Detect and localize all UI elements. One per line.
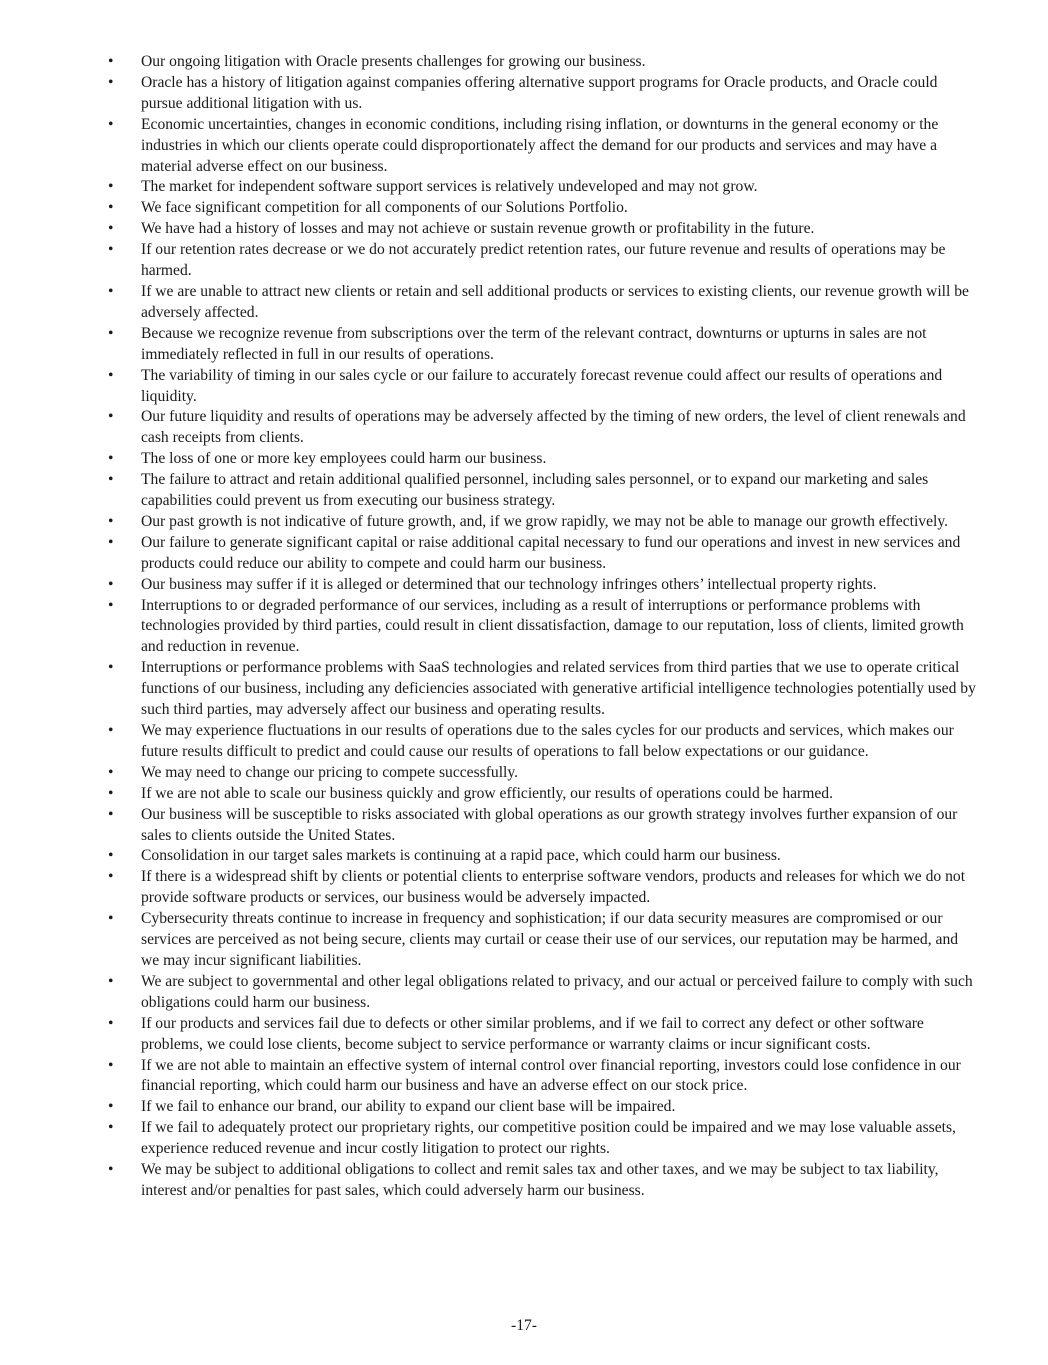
bullet-icon: • xyxy=(108,512,114,530)
bullet-icon: • xyxy=(108,73,114,91)
risk-factor-text: Economic uncertainties, changes in economic conditions, including rising inflation, or downturns in the general economy or the industries in which our clients operate could disproportionately affect the demand for our products and services and may have a material adverse effect on our business. xyxy=(141,115,939,175)
risk-factor-text: The variability of timing in our sales cycle or our failure to accurately forecast revenue could affect our results of operations and liquidity. xyxy=(141,366,943,405)
risk-factor-item xyxy=(108,721,976,763)
risk-factor-text: Oracle has a history of litigation against companies offering alternative support programs for Oracle products, and Oracle could pursue additional litigation with us. xyxy=(141,73,938,112)
bullet-icon: • xyxy=(108,1119,114,1137)
risk-factor-text: If we are not able to maintain an effective system of internal control over financial reporting, investors could lose confidence in our financial reporting, which could harm our business and have an adverse effect on our stock price. xyxy=(141,1056,961,1095)
risk-factor-text: If our products and services fail due to defects or other similar problems, and if we fail to correct any defect or other software problems, we could lose clients, become subject to service performance or warranty claims or incur significant costs. xyxy=(141,1014,924,1053)
risk-factor-text: If there is a widespread shift by clients or potential clients to enterprise software vendors, products and releases for which we do not provide software products or services, our business would be adversely impacted. xyxy=(141,868,966,907)
bullet-icon: • xyxy=(108,596,114,614)
risk-factor-item xyxy=(108,512,976,533)
bullet-icon: • xyxy=(108,1098,114,1116)
risk-factor-list xyxy=(108,52,976,1202)
bullet-icon: • xyxy=(108,659,114,677)
bullet-icon: • xyxy=(108,972,114,990)
bullet-icon: • xyxy=(108,1056,114,1074)
bullet-icon: • xyxy=(108,241,114,259)
bullet-icon: • xyxy=(108,220,114,238)
risk-factor-text: If our retention rates decrease or we do not accurately predict retention rates, our future revenue and results of operations may be harmed. xyxy=(141,241,946,280)
risk-factor-item xyxy=(108,1118,976,1160)
bullet-icon: • xyxy=(108,471,114,489)
risk-factor-text: Interruptions to or degraded performance of our services, including as a result of interruptions or performance problems with technologies provided by third parties, could result in client dissatisfaction, damage to our reputation, loss of clients, limited growth and reduction in revenue. xyxy=(141,596,964,656)
risk-factor-item xyxy=(108,324,976,366)
risk-factor-item xyxy=(108,219,976,240)
risk-factor-item xyxy=(108,1056,976,1098)
bullet-icon: • xyxy=(108,450,114,468)
risk-factor-text: Interruptions or performance problems with SaaS technologies and related services from third parties that we use to operate critical functions of our business, including any deficiencies associated with generative artificial intelligence technologies potentially used by such third parties, may adversely affect our business and operating results. xyxy=(141,659,976,719)
risk-factor-text: If we fail to adequately protect our proprietary rights, our competitive position could be impaired and we may lose valuable assets, experience reduced revenue and incur costly litigation to protect our rights. xyxy=(141,1119,956,1158)
risk-factor-item xyxy=(108,198,976,219)
risk-factor-text: We face significant competition for all components of our Solutions Portfolio. xyxy=(141,199,628,217)
risk-factor-text: We may be subject to additional obligations to collect and remit sales tax and other taxes, and we may be subject to tax liability, interest and/or penalties for past sales, which could adversely harm our business. xyxy=(141,1161,939,1199)
risk-factor-item xyxy=(108,533,976,575)
risk-factor-item xyxy=(108,282,976,324)
risk-factor-text: Our past growth is not indicative of future growth, and, if we grow rapidly, we may not be able to manage our growth effectively. xyxy=(141,512,949,530)
risk-factor-text: If we fail to enhance our brand, our ability to expand our client base will be impaired. xyxy=(141,1098,676,1116)
bullet-icon: • xyxy=(108,178,114,196)
risk-factor-item xyxy=(108,407,976,449)
bullet-icon: • xyxy=(108,115,114,133)
bullet-icon: • xyxy=(108,366,114,384)
risk-factor-text: If we are not able to scale our business quickly and grow efficiently, our results of operations could be harmed. xyxy=(141,784,833,802)
risk-factor-item xyxy=(108,366,976,408)
bullet-icon: • xyxy=(108,324,114,342)
bullet-icon: • xyxy=(108,805,114,823)
risk-factor-text: We have had a history of losses and may not achieve or sustain revenue growth or profitability in the future. xyxy=(141,220,815,238)
risk-factor-item xyxy=(108,1097,976,1118)
risk-factor-item xyxy=(108,867,976,909)
risk-factor-item xyxy=(108,596,976,659)
bullet-icon: • xyxy=(108,910,114,928)
risk-factor-item xyxy=(108,763,976,784)
risk-factor-item xyxy=(108,846,976,867)
bullet-icon: • xyxy=(108,282,114,300)
bullet-icon: • xyxy=(108,575,114,593)
bullet-icon: • xyxy=(108,868,114,886)
risk-factor-item xyxy=(108,177,976,198)
bullet-icon: • xyxy=(108,199,114,217)
risk-factor-text: Our future liquidity and results of operations may be adversely affected by the timing of new orders, the level of client renewals and cash receipts from clients. xyxy=(141,408,966,447)
risk-factor-item xyxy=(108,805,976,847)
risk-factor-item xyxy=(108,449,976,470)
risk-factor-text: We may need to change our pricing to compete successfully. xyxy=(141,763,519,781)
risk-factor-text: The market for independent software support services is relatively undeveloped and may not grow. xyxy=(141,178,758,196)
risk-factor-text: We are subject to governmental and other legal obligations related to privacy, and our actual or perceived failure to comply with such obligations could harm our business. xyxy=(141,972,973,1011)
bullet-icon: • xyxy=(108,53,114,70)
bullet-icon: • xyxy=(108,847,114,865)
risk-factor-text: The failure to attract and retain additional qualified personnel, including sales personnel, or to expand our marketing and sales capabilities could prevent us from executing our business strategy. xyxy=(141,471,929,510)
risk-factor-item xyxy=(108,1160,976,1202)
page-number: -17- xyxy=(511,1317,537,1334)
risk-factor-text: Our business will be susceptible to risks associated with global operations as our growth strategy involves further expansion of our sales to clients outside the United States. xyxy=(141,805,958,844)
risk-factor-item xyxy=(108,909,976,972)
risk-factor-item xyxy=(108,1014,976,1056)
risk-factor-text: We may experience fluctuations in our results of operations due to the sales cycles for our products and services, which makes our future results difficult to predict and could cause our results of operations to fall below expectations or our guidance. xyxy=(141,722,954,760)
risk-factor-text: Cybersecurity threats continue to increase in frequency and sophistication; if our data security measures are compromised or our services are perceived as not being secure, clients may curtail or cease their use of our services, our reputation may be harmed, and we may incur significant liabilities. xyxy=(141,910,959,969)
risk-factor-item xyxy=(108,240,976,282)
bullet-icon: • xyxy=(108,722,114,739)
risk-factor-item xyxy=(108,575,976,596)
risk-factor-item xyxy=(108,470,976,512)
risk-factor-item xyxy=(108,52,976,73)
risk-factor-text: Because we recognize revenue from subscriptions over the term of the relevant contract, downturns or upturns in sales are not immediately reflected in full in our results of operations. xyxy=(141,324,927,363)
risk-factor-item xyxy=(108,972,976,1014)
risk-factor-text: If we are unable to attract new clients or retain and sell additional products or services to existing clients, our revenue growth will be adversely affected. xyxy=(141,282,969,321)
bullet-icon: • xyxy=(108,1161,114,1179)
risk-factor-text: Our business may suffer if it is alleged or determined that our technology infringes others’ intellectual property rights. xyxy=(141,575,877,593)
risk-factor-item xyxy=(108,115,976,178)
bullet-icon: • xyxy=(108,784,114,802)
risk-factor-text: Our failure to generate significant capital or raise additional capital necessary to fund our operations and invest in new services and products could reduce our ability to compete and could harm our business. xyxy=(141,533,961,572)
risk-factor-text: Our ongoing litigation with Oracle presents challenges for growing our business. xyxy=(141,53,646,70)
risk-factor-text: Consolidation in our target sales markets is continuing at a rapid pace, which could harm our business. xyxy=(141,847,781,865)
bullet-icon: • xyxy=(108,533,114,551)
bullet-icon: • xyxy=(108,763,114,781)
risk-factor-text: The loss of one or more key employees could harm our business. xyxy=(141,450,547,468)
risk-factor-item xyxy=(108,784,976,805)
bullet-icon: • xyxy=(108,408,114,426)
risk-factor-item xyxy=(108,73,976,115)
risk-factor-item xyxy=(108,658,976,721)
bullet-icon: • xyxy=(108,1014,114,1032)
